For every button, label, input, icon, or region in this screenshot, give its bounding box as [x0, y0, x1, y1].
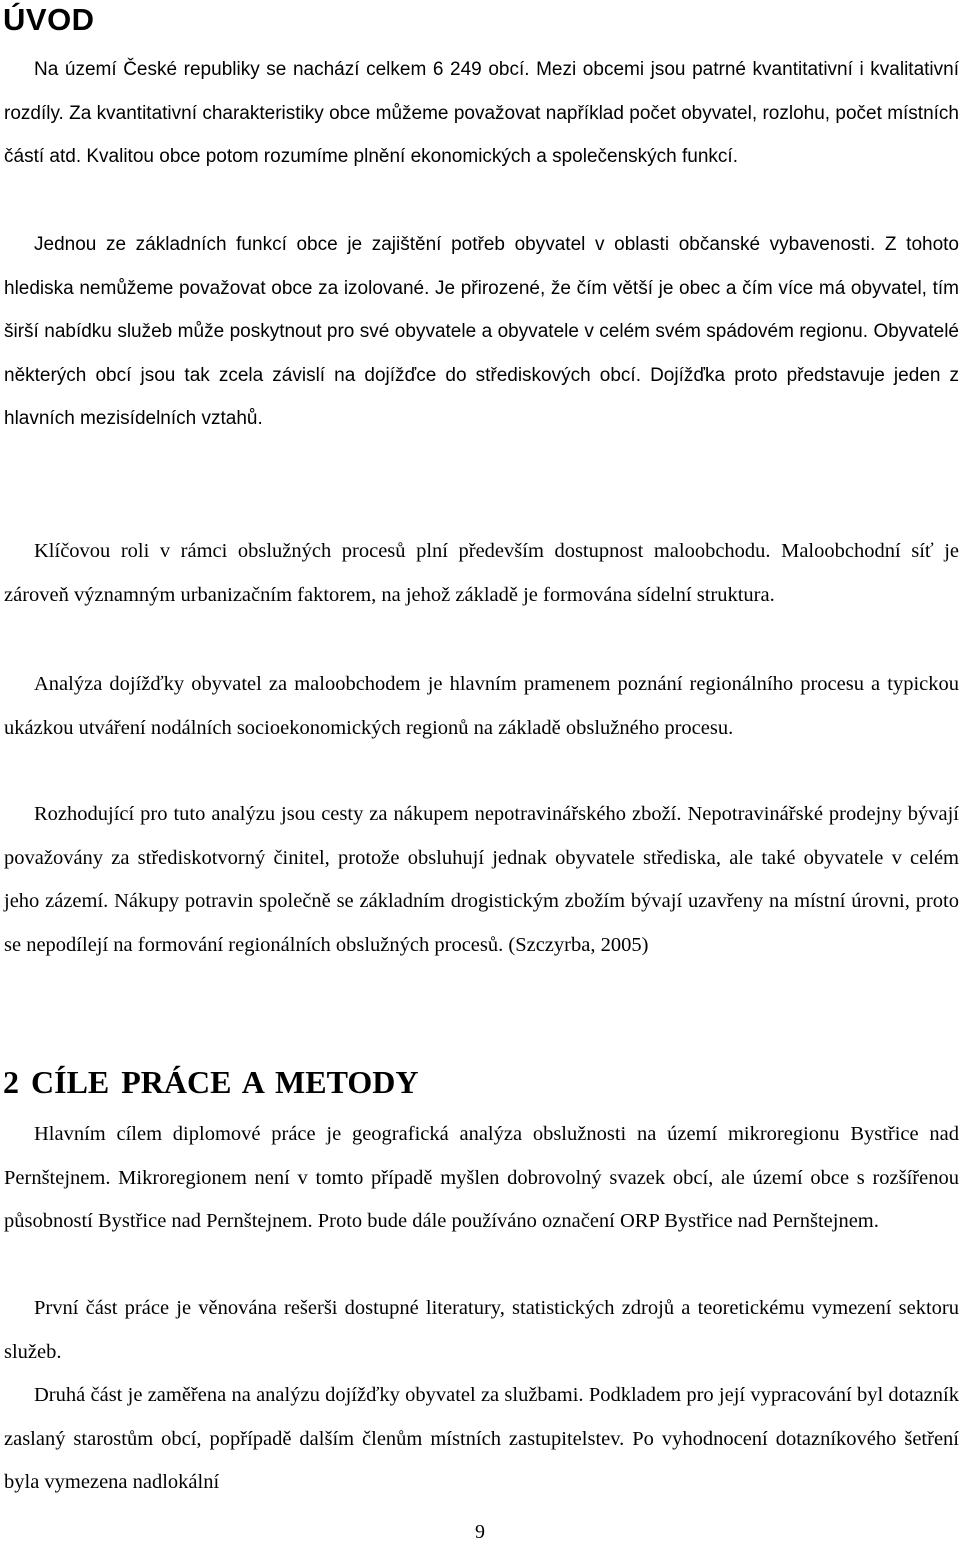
- paragraph-intro-4: Analýza dojížďky obyvatel za maloobchodem je hlavním pramenem poznání regionálního procesu a typickou ukázkou utváření nodálních socioekonomických regionů na základě obslužného procesu.: [4, 673, 959, 739]
- paragraph-goals-2: První část práce je věnována rešerši dostupné literatury, statistických zdrojů a teoretickému vymezení sektoru služeb.: [4, 1297, 959, 1363]
- paragraph-intro-5: Rozhodující pro tuto analýzu jsou cesty za nákupem nepotravinářského zboží. Nepotravinářské prodejny bývají považovány za střediskotvorný činitel, protože obsluhují jednak obyvatele střediska, ale také obyvatele v celém jeho zázemí. Nákupy potravin společně se základním drogistickým zbožím bývají uzavřeny na místní úrovni, proto se nepodílejí na formování regionálních obslužných procesů. (Szczyrba, 2005): [4, 803, 959, 956]
- paragraph-intro-3: Klíčovou roli v rámci obslužných procesů plní především dostupnost maloobchodu. Maloobchodní síť je zároveň významným urbanizačním faktorem, na jehož základě je formována sídelní struktura.: [4, 540, 959, 606]
- section-heading-intro: ÚVOD: [3, 2, 95, 37]
- section-heading-goals: 2 CÍLE PRÁCE A METODY: [3, 1064, 419, 1100]
- paragraph-intro-1: Na území České republiky se nachází celkem 6 249 obcí. Mezi obcemi jsou patrné kvantitativní i kvalitativní rozdíly. Za kvantitativní charakteristiky obce můžeme považovat například počet obyvatel, rozlohu, počet místních částí atd. Kvalitou obce potom rozumíme plnění ekonomických a společenských funkcí.: [4, 59, 959, 167]
- paragraph-goals-3: Druhá část je zaměřena na analýzu dojížďky obyvatel za službami. Podkladem pro její vypracování byl dotazník zaslaný starostům obcí, popřípadě dalším členům místních zastupitelstev. Po vyhodnocení dotazníkového šetření byla vymezena nadlokální: [4, 1384, 959, 1493]
- page-number: 9: [475, 1521, 485, 1543]
- paragraph-intro-2: Jednou ze základních funkcí obce je zajištění potřeb obyvatel v oblasti občanské vybavenosti. Z tohoto hlediska nemůžeme považovat obce za izolované. Je přirozené, že čím větší je obec a čím více má obyvatel, tím širší nabídku služeb může poskytnout pro své obyvatele a obyvatele v celém svém spádovém regionu. Obyvatelé některých obcí jsou tak zcela závislí na dojížďce do střediskových obcí. Dojížďka proto představuje jeden z hlavních mezisídelních vztahů.: [4, 234, 959, 429]
- paragraph-goals-1: Hlavním cílem diplomové práce je geografická analýza obslužnosti na území mikroregionu Bystřice nad Pernštejnem. Mikroregionem není v tomto případě myšlen dobrovolný svazek obcí, ale území obce s rozšířenou působností Bystřice nad Pernštejnem. Proto bude dále používáno označení ORP Bystřice nad Pernštejnem.: [4, 1123, 959, 1232]
